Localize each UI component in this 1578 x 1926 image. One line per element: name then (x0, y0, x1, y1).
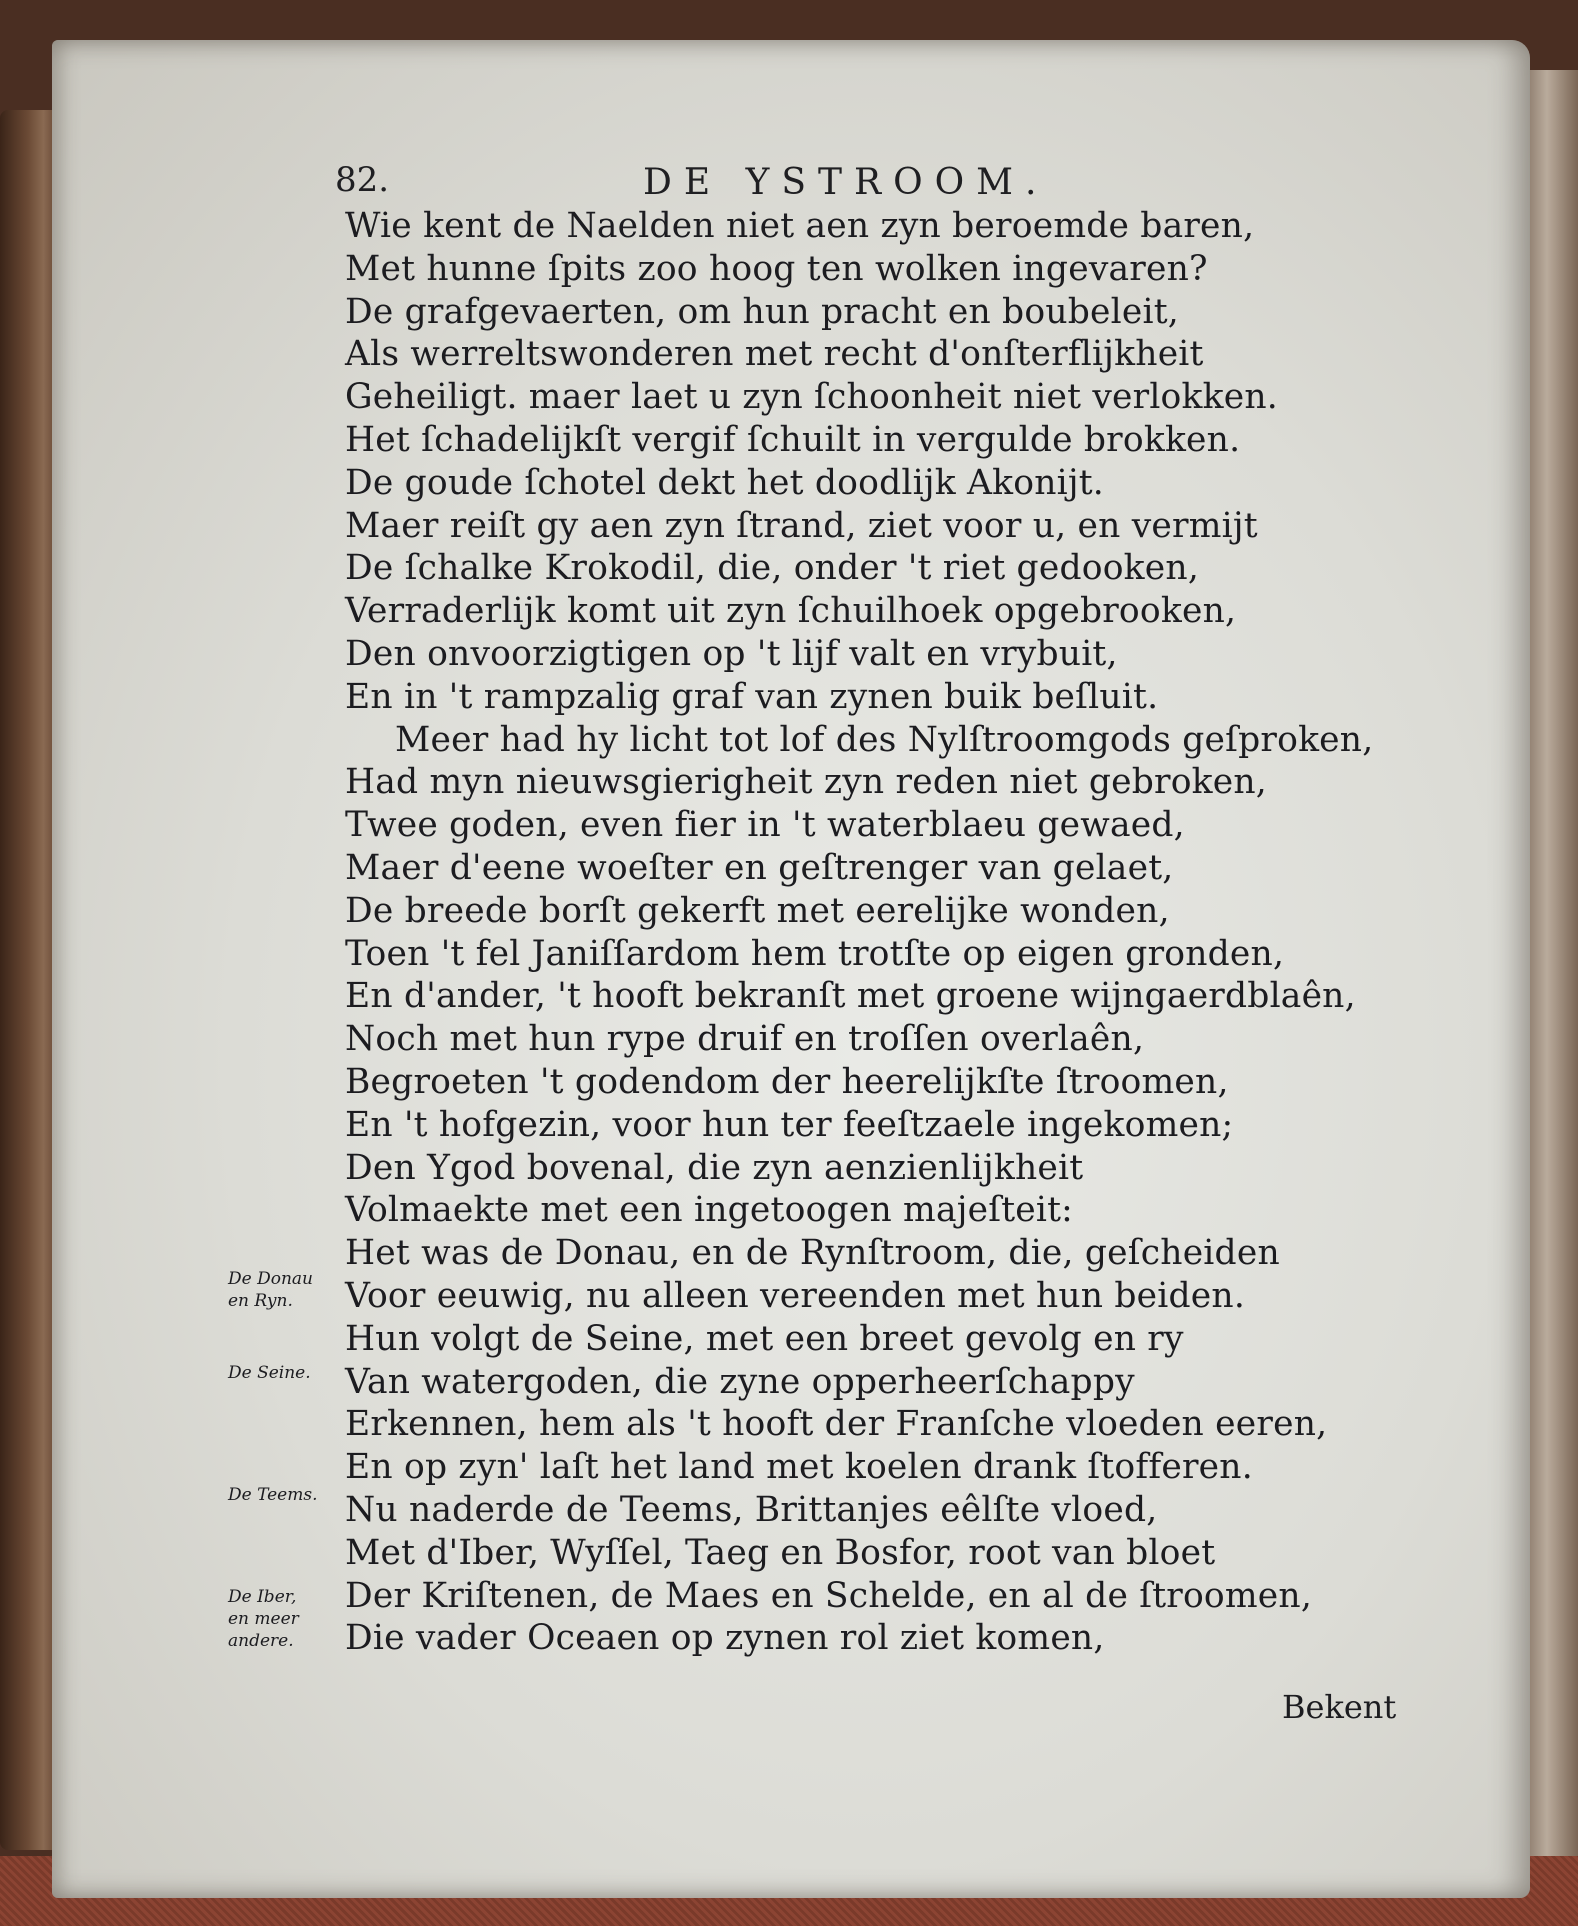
catchword: Bekent (1282, 1688, 1397, 1726)
verse-line: Als werreltswonderen met recht d'onſterflijkheit (345, 334, 1204, 375)
verse-line: Den onvoorzigtigen op 't lijf valt en vrybuit, (345, 633, 1118, 674)
facing-page-edge (1526, 70, 1578, 1926)
verse-line: Geheiligt. maer laet u zyn ſchoonheit niet verlokken. (345, 377, 1278, 418)
verse-line: De goude ſchotel dekt het doodlijk Akonijt. (345, 462, 1104, 503)
verse-line: Maer d'eene woeſter en geſtrenger van gelaet, (345, 847, 1174, 888)
verse-line: Verraderlijk komt uit zyn ſchuilhoek opgebrooken, (345, 591, 1237, 632)
verse-line: En 't hofgezin, voor hun ter feeſtzaele ingekomen; (345, 1104, 1234, 1145)
verse-line: Begroeten 't godendom der heerelijkſte ſtroomen, (345, 1061, 1229, 1102)
margin-note-teems: De Teems. (228, 1485, 318, 1505)
verse-line: Voor eeuwig, nu alleen vereenden met hun beiden. (345, 1275, 1245, 1316)
verse-line: Met hunne ſpits zoo hoog ten wolken ingevaren? (345, 248, 1208, 289)
verse-line: Wie kent de Naelden niet aen zyn beroemde baren, (345, 206, 1255, 246)
verse-line: Toen 't fel Janiſſardom hem trotſte op eigen gronden, (345, 933, 1285, 974)
verse-line: Twee goden, even fier in 't waterblaeu gewaed, (345, 805, 1185, 846)
verse-line: Had myn nieuwsgierigheit zyn reden niet gebroken, (345, 762, 1267, 803)
verse-text (345, 205, 1445, 1660)
verse-line: De grafgevaerten, om hun pracht en boubeleit, (345, 291, 1179, 332)
verse-line: En d'ander, 't hooft bekranſt met groene wijngaerdblaên, (345, 976, 1356, 1017)
verse-line: De breede borſt gekerft met eerelijke wonden, (345, 890, 1170, 931)
verse-line: Erkennen, hem als 't hooft der Franſche vloeden eeren, (345, 1404, 1328, 1445)
page-number: 82. (335, 160, 390, 200)
verse-line: Die vader Oceaen op zynen rol ziet komen, (345, 1618, 1105, 1659)
verse-line: Het was de Donau, en de Rynſtroom, die, geſcheiden (345, 1233, 1280, 1274)
verse-line: Der Kriſtenen, de Maes en Schelde, en al de ſtroomen, (345, 1575, 1313, 1616)
verse-line: Noch met hun rype druif en troſſen overlaên, (345, 1019, 1145, 1060)
verse-line: Hun volgt de Seine, met een breet gevolg en ry (345, 1318, 1184, 1359)
verse-line: Volmaekte met een ingetoogen majeſteit: (345, 1190, 1074, 1231)
verse-line: Den Ygod bovenal, die zyn aenzienlijkheit (345, 1147, 1084, 1188)
verse-line: En in 't rampzalig graf van zynen buik beſluit. (345, 676, 1159, 717)
verse-line: Het ſchadelijkſt vergif ſchuilt in vergulde brokken. (345, 419, 1241, 460)
verse-line: Met d'Iber, Wyſſel, Taeg en Bosfor, root van bloet (345, 1532, 1216, 1573)
margin-note-iber: De Iber, en meer andere. (228, 1587, 299, 1651)
margin-note-seine: De Seine. (228, 1363, 311, 1383)
verse-line: Maer reiſt gy aen zyn ſtrand, ziet voor u, en vermijt (345, 505, 1258, 546)
verse-line: Van watergoden, die zyne opperheerſchappy (345, 1361, 1135, 1402)
page-header (335, 160, 1135, 210)
verse-line: Nu naderde de Teems, Brittanjes eêlſte vloed, (345, 1489, 1158, 1530)
verse-line: Meer had hy licht tot lof des Nylſtroomgods geſproken, (395, 719, 1374, 760)
margin-note-donau: De Donau en Ryn. (228, 1269, 313, 1311)
verse-line: En op zyn' laſt het land met koelen drank ſtofferen. (345, 1447, 1253, 1488)
verse-line: De ſchalke Krokodil, die, onder 't riet gedooken, (345, 548, 1199, 589)
running-title: DE YSTROOM. (643, 162, 1049, 203)
